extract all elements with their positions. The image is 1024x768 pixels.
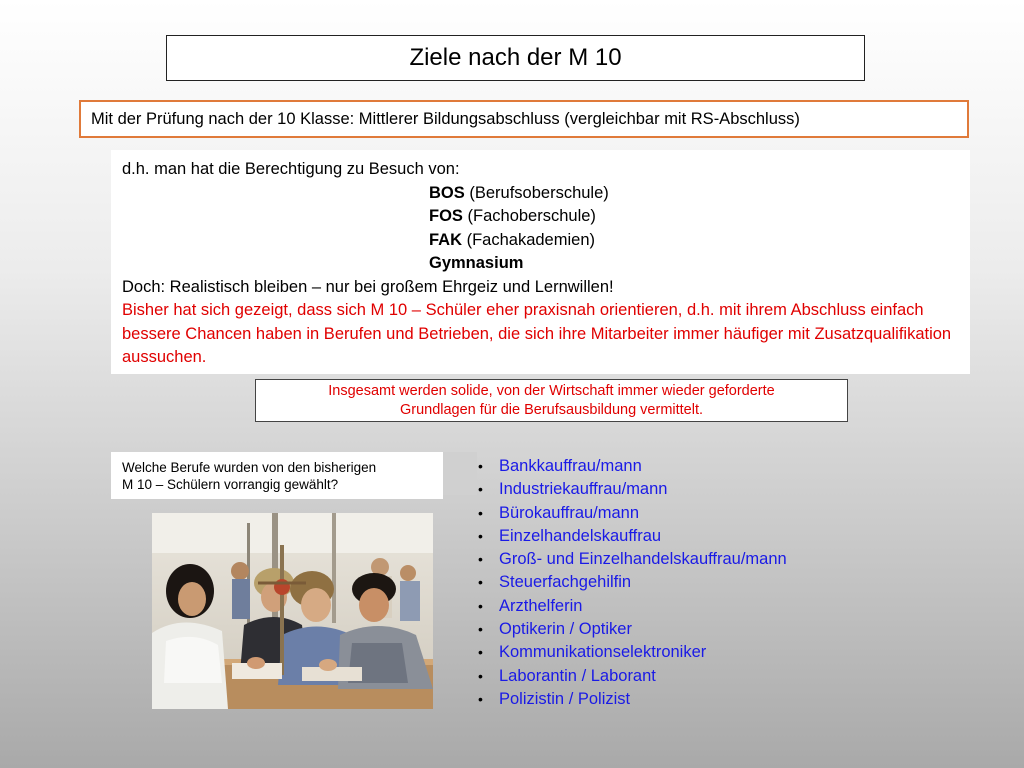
job-label: Laborantin / Laborant xyxy=(499,666,656,685)
school-gymnasium xyxy=(122,252,959,276)
list-item xyxy=(478,688,787,711)
job-label: Einzelhandelskauffrau xyxy=(499,526,662,545)
list-item xyxy=(478,571,787,594)
summary-line-1: Insgesamt werden solide, von der Wirtschaft immer wieder geforderte xyxy=(328,383,775,399)
bullet-icon: • xyxy=(478,481,483,498)
school-abbr: FAK xyxy=(429,230,462,249)
list-item xyxy=(478,478,787,501)
school-name: (Berufsoberschule) xyxy=(469,183,609,202)
job-label: Kommunikationselektroniker xyxy=(499,643,707,662)
bullet-icon: • xyxy=(478,551,483,568)
question-box xyxy=(111,452,443,499)
rights-box xyxy=(111,150,970,374)
exam-note-box xyxy=(79,100,969,138)
job-label: Arzthelferin xyxy=(499,596,583,615)
list-item xyxy=(478,595,787,618)
bullet-icon: • xyxy=(478,644,483,661)
job-label: Groß- und Einzelhandelskauffrau/mann xyxy=(499,550,787,569)
list-item xyxy=(478,641,787,664)
job-label: Optikerin / Optiker xyxy=(499,620,632,639)
school-name: (Fachakademien) xyxy=(466,230,595,249)
summary-line-2: Grundlagen für die Berufsausbildung vermittelt. xyxy=(399,402,704,418)
list-item xyxy=(478,665,787,688)
bullet-icon: • xyxy=(478,504,483,521)
students-classroom-photo xyxy=(152,513,433,709)
list-item xyxy=(478,455,787,478)
school-name: (Fachoberschule) xyxy=(467,207,596,225)
job-label: Polizistin / Polizist xyxy=(499,689,631,708)
bullet-icon: • xyxy=(478,527,483,544)
school-fos xyxy=(122,205,959,229)
job-label: Steuerfachgehilfin xyxy=(499,573,632,592)
question-line-1: Welche Berufe wurden von den bisherigen xyxy=(122,460,377,475)
school-fak xyxy=(122,229,959,253)
exam-note-text: Mit der Prüfung nach der 10 Klasse: Mittlerer Bildungsabschluss (vergleichbar mit RS-Abschluss) xyxy=(91,109,800,128)
school-abbr: Gymnasium xyxy=(429,254,524,272)
slide-title xyxy=(166,35,865,81)
school-abbr: BOS xyxy=(429,183,465,202)
summary-box xyxy=(255,379,848,422)
question-line-2: M 10 – Schülern vorrangig gewählt? xyxy=(122,477,339,492)
list-item xyxy=(478,618,787,641)
bullet-icon: • xyxy=(478,621,483,638)
job-label: Bankkauffrau/mann xyxy=(499,457,642,475)
rights-experience: Bisher hat sich gezeigt, dass sich M 10 – Schüler eher praxisnah orientieren, d.h. mit ihrem Abschluss einfach bessere Chancen haben in Berufen und Betrieben, die sich ihre Mitarbeiter immer häufiger mit Zusatzqualifikation aussuchen. xyxy=(122,301,952,366)
job-label: Industriekauffrau/mann xyxy=(499,480,668,499)
jobs-list xyxy=(478,455,787,711)
question-box-shadow xyxy=(443,452,477,495)
list-item xyxy=(478,548,787,571)
rights-intro: d.h. man hat die Berechtigung zu Besuch von: xyxy=(122,160,460,178)
list-item xyxy=(478,525,787,548)
slide-title-text: Ziele nach der M 10 xyxy=(409,44,622,71)
school-bos xyxy=(122,182,959,206)
students-classroom-photo-illustration xyxy=(152,513,433,709)
bullet-icon: • xyxy=(478,597,483,614)
bullet-icon: • xyxy=(478,574,483,591)
rights-caution: Doch: Realistisch bleiben – nur bei großem Ehrgeiz und Lernwillen! xyxy=(122,277,614,296)
job-label: Bürokauffrau/mann xyxy=(499,503,640,522)
school-abbr: FOS xyxy=(429,207,463,225)
bullet-icon: • xyxy=(478,667,483,684)
bullet-icon: • xyxy=(478,690,483,707)
bullet-icon: • xyxy=(478,458,483,474)
list-item xyxy=(478,502,787,525)
